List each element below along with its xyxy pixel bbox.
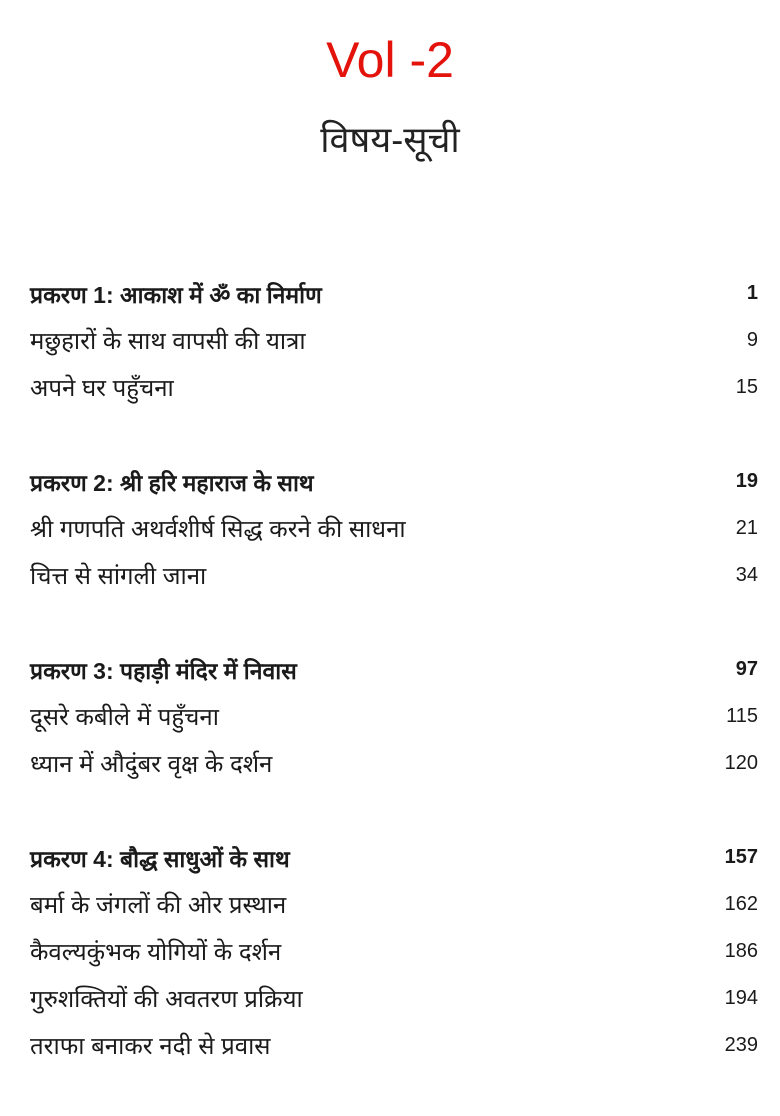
- chapter-entry[interactable]: [30, 834, 758, 881]
- section-entry-label: ध्यान में औदुंबर वृक्ष के दर्शन: [30, 751, 273, 778]
- section-entry[interactable]: [30, 364, 758, 411]
- chapter-entry-page-number: 157: [724, 846, 758, 868]
- table-of-contents: [30, 270, 758, 1116]
- chapter-entry-label: प्रकरण 4: बौद्ध साधुओं के साथ: [30, 845, 290, 872]
- section-entry-label: श्री गणपति अथर्वशीर्ष सिद्ध करने की साधना: [30, 516, 406, 543]
- section-entry[interactable]: [30, 693, 758, 740]
- chapter-entry-page-number: 97: [735, 658, 758, 680]
- section-entry[interactable]: [30, 928, 758, 975]
- section-entry[interactable]: [30, 740, 758, 787]
- section-entry-label: गुरुशक्तियों की अवतरण प्रक्रिया: [30, 986, 303, 1013]
- chapter-entry[interactable]: [30, 646, 758, 693]
- section-entry-page-number: 115: [726, 705, 758, 727]
- section-entry[interactable]: [30, 1022, 758, 1069]
- section-entry-label: मछुहारों के साथ वापसी की यात्रा: [30, 328, 306, 355]
- chapter-entry-label: प्रकरण 3: पहाड़ी मंदिर में निवास: [30, 657, 297, 684]
- chapter-entry-label: प्रकरण 2: श्री हरि महाराज के साथ: [30, 469, 314, 496]
- section-entry[interactable]: [30, 975, 758, 1022]
- section-entry-page-number: 186: [724, 940, 758, 962]
- section-entry-label: कैवल्यकुंभक योगियों के दर्शन: [30, 939, 282, 966]
- section-entry-page-number: 120: [724, 752, 758, 774]
- section-entry-page-number: 239: [724, 1034, 758, 1056]
- chapter-group: [30, 458, 758, 599]
- section-entry-page-number: 34: [735, 564, 758, 586]
- section-entry-page-number: 15: [735, 376, 758, 398]
- section-entry-label: अपने घर पहुँचना: [30, 375, 174, 402]
- chapter-entry[interactable]: [30, 458, 758, 505]
- section-entry-label: चित्त से सांगली जाना: [30, 563, 207, 590]
- section-entry-page-number: 194: [724, 987, 758, 1009]
- chapter-entry[interactable]: [30, 270, 758, 317]
- chapter-entry-label: प्रकरण 1: आकाश में ॐ का निर्माण: [30, 281, 322, 308]
- chapter-group: [30, 270, 758, 411]
- chapter-entry-page-number: 1: [746, 282, 758, 304]
- section-entry[interactable]: [30, 505, 758, 552]
- chapter-group: [30, 834, 758, 1069]
- chapter-group: [30, 646, 758, 787]
- volume-title: Vol -2: [326, 32, 454, 88]
- section-entry[interactable]: [30, 317, 758, 364]
- section-entry[interactable]: [30, 552, 758, 599]
- chapter-entry-page-number: 19: [735, 470, 758, 492]
- section-entry-label: बर्मा के जंगलों की ओर प्रस्थान: [30, 892, 287, 919]
- section-entry[interactable]: [30, 881, 758, 928]
- section-entry-page-number: 9: [746, 329, 758, 351]
- section-entry-page-number: 21: [735, 517, 758, 539]
- section-entry-page-number: 162: [724, 893, 758, 915]
- section-entry-label: दूसरे कबीले में पहुँचना: [30, 704, 219, 731]
- section-entry-label: तराफा बनाकर नदी से प्रवास: [30, 1033, 271, 1060]
- toc-heading: विषय-सूची: [320, 119, 460, 160]
